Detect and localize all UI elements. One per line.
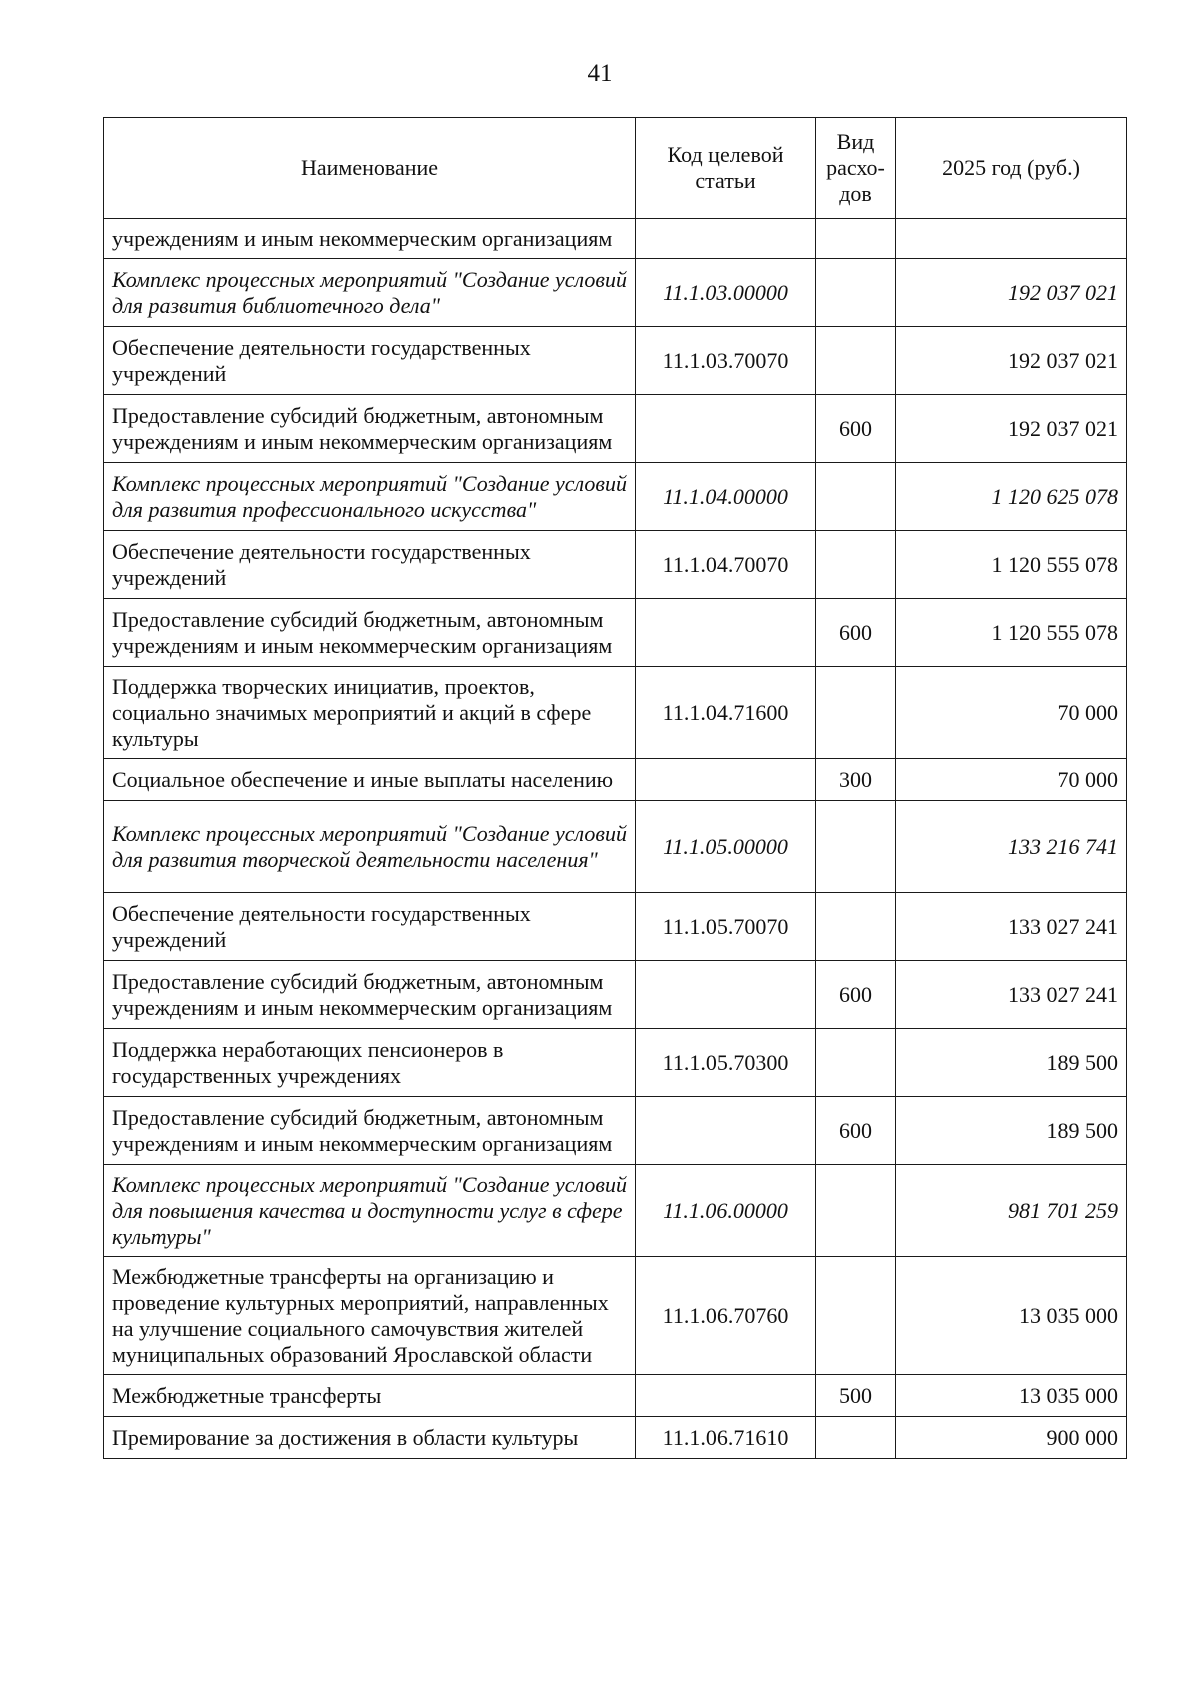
- row-name-cell: Обеспечение деятельности государственных учреждений: [104, 327, 636, 395]
- row-name-cell: Поддержка творческих инициатив, проектов, социально значимых мероприятий и акций в сфере культуры: [104, 667, 636, 759]
- row-kind-cell: [816, 893, 896, 961]
- table-row: [104, 667, 1127, 759]
- table-row: [104, 599, 1127, 667]
- row-kind-cell: [816, 219, 896, 259]
- row-name-cell: Социальное обеспечение и иные выплаты населению: [104, 759, 636, 801]
- row-kind-cell: [816, 1417, 896, 1459]
- row-name-cell: Обеспечение деятельности государственных учреждений: [104, 531, 636, 599]
- row-amount-cell: 900 000: [896, 1417, 1127, 1459]
- row-amount-cell: 189 500: [896, 1097, 1127, 1165]
- table-row: [104, 759, 1127, 801]
- row-amount-cell: 70 000: [896, 667, 1127, 759]
- row-kind-cell: [816, 1029, 896, 1097]
- header-code: Код целевой статьи: [636, 118, 816, 219]
- table-row: [104, 893, 1127, 961]
- row-name-cell: учреждениям и иным некоммерческим организациям: [104, 219, 636, 259]
- row-name-cell: Межбюджетные трансферты на организацию и проведение культурных мероприятий, направленных на улучшение социального самочувствия жителей муниципальных образований Ярославской области: [104, 1257, 636, 1375]
- row-amount-cell: 133 027 241: [896, 893, 1127, 961]
- row-kind-cell: [816, 327, 896, 395]
- table-row: [104, 463, 1127, 531]
- row-amount-cell: [896, 219, 1127, 259]
- row-amount-cell: 192 037 021: [896, 327, 1127, 395]
- row-code-cell: 11.1.05.70300: [636, 1029, 816, 1097]
- header-kind: Вид расхо-дов: [816, 118, 896, 219]
- row-kind-cell: 600: [816, 395, 896, 463]
- budget-table: [103, 117, 1127, 1459]
- row-name-cell: Комплекс процессных мероприятий "Создание условий для развития профессионального искусства": [104, 463, 636, 531]
- table-row: [104, 801, 1127, 893]
- table-row: [104, 961, 1127, 1029]
- row-amount-cell: 981 701 259: [896, 1165, 1127, 1257]
- row-name-cell: Премирование за достижения в области культуры: [104, 1417, 636, 1459]
- row-kind-cell: [816, 667, 896, 759]
- row-name-cell: Предоставление субсидий бюджетным, автономным учреждениям и иным некоммерческим организациям: [104, 599, 636, 667]
- row-kind-cell: [816, 463, 896, 531]
- row-code-cell: 11.1.04.70070: [636, 531, 816, 599]
- row-code-cell: 11.1.04.00000: [636, 463, 816, 531]
- row-amount-cell: 192 037 021: [896, 395, 1127, 463]
- row-name-cell: Предоставление субсидий бюджетным, автономным учреждениям и иным некоммерческим организациям: [104, 961, 636, 1029]
- header-amount: 2025 год (руб.): [896, 118, 1127, 219]
- row-amount-cell: 13 035 000: [896, 1257, 1127, 1375]
- row-amount-cell: 70 000: [896, 759, 1127, 801]
- row-name-cell: Комплекс процессных мероприятий "Создание условий для развития творческой деятельности населения": [104, 801, 636, 893]
- row-code-cell: 11.1.03.00000: [636, 259, 816, 327]
- row-kind-cell: 600: [816, 961, 896, 1029]
- table-row: [104, 259, 1127, 327]
- table-row: [104, 327, 1127, 395]
- row-amount-cell: 1 120 555 078: [896, 531, 1127, 599]
- table-row: [104, 1097, 1127, 1165]
- row-code-cell: [636, 1375, 816, 1417]
- row-amount-cell: 192 037 021: [896, 259, 1127, 327]
- row-code-cell: 11.1.04.71600: [636, 667, 816, 759]
- row-name-cell: Межбюджетные трансферты: [104, 1375, 636, 1417]
- row-code-cell: 11.1.03.70070: [636, 327, 816, 395]
- row-kind-cell: [816, 1165, 896, 1257]
- row-amount-cell: 133 216 741: [896, 801, 1127, 893]
- table-body: [104, 219, 1127, 1459]
- row-name-cell: Комплекс процессных мероприятий "Создание условий для развития библиотечного дела": [104, 259, 636, 327]
- table-row: [104, 219, 1127, 259]
- row-code-cell: 11.1.06.70760: [636, 1257, 816, 1375]
- table-row: [104, 395, 1127, 463]
- row-amount-cell: 189 500: [896, 1029, 1127, 1097]
- row-kind-cell: 500: [816, 1375, 896, 1417]
- row-kind-cell: 300: [816, 759, 896, 801]
- row-code-cell: [636, 395, 816, 463]
- table-row: [104, 1417, 1127, 1459]
- row-code-cell: [636, 219, 816, 259]
- row-name-cell: Предоставление субсидий бюджетным, автономным учреждениям и иным некоммерческим организациям: [104, 395, 636, 463]
- row-name-cell: Предоставление субсидий бюджетным, автономным учреждениям и иным некоммерческим организациям: [104, 1097, 636, 1165]
- row-kind-cell: [816, 259, 896, 327]
- row-code-cell: 11.1.06.00000: [636, 1165, 816, 1257]
- row-amount-cell: 13 035 000: [896, 1375, 1127, 1417]
- row-code-cell: [636, 1097, 816, 1165]
- table-header-row: [104, 118, 1127, 219]
- row-kind-cell: 600: [816, 1097, 896, 1165]
- row-kind-cell: [816, 801, 896, 893]
- row-name-cell: Поддержка неработающих пенсионеров в государственных учреждениях: [104, 1029, 636, 1097]
- row-code-cell: [636, 961, 816, 1029]
- page-number: 41: [587, 60, 613, 87]
- row-kind-cell: [816, 1257, 896, 1375]
- row-amount-cell: 133 027 241: [896, 961, 1127, 1029]
- row-code-cell: 11.1.06.71610: [636, 1417, 816, 1459]
- table-row: [104, 1029, 1127, 1097]
- row-amount-cell: 1 120 555 078: [896, 599, 1127, 667]
- header-name: Наименование: [104, 118, 636, 219]
- row-code-cell: [636, 599, 816, 667]
- table-row: [104, 1165, 1127, 1257]
- table-row: [104, 531, 1127, 599]
- row-code-cell: 11.1.05.70070: [636, 893, 816, 961]
- row-name-cell: Обеспечение деятельности государственных учреждений: [104, 893, 636, 961]
- row-code-cell: [636, 759, 816, 801]
- row-code-cell: 11.1.05.00000: [636, 801, 816, 893]
- row-kind-cell: 600: [816, 599, 896, 667]
- table-row: [104, 1257, 1127, 1375]
- row-kind-cell: [816, 531, 896, 599]
- row-amount-cell: 1 120 625 078: [896, 463, 1127, 531]
- row-name-cell: Комплекс процессных мероприятий "Создание условий для повышения качества и доступности услуг в сфере культуры": [104, 1165, 636, 1257]
- table-row: [104, 1375, 1127, 1417]
